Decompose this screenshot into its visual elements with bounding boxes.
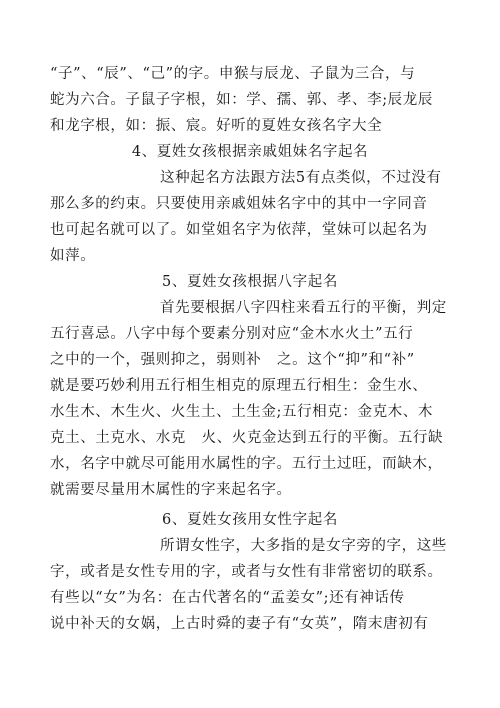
intro-line: 和龙字根，如：振、宸。好听的夏姓女孩名字大全	[50, 118, 383, 134]
intro-line: “子”、“辰”、“己”的字。申猴与辰龙、子鼠为三合，与	[50, 66, 416, 82]
paragraph-line: 克土、土克水、水克 火、火克金达到五行的平衡。五行缺	[50, 430, 444, 446]
paragraph-line: 也可起名就可以了。如堂姐名字为依萍，堂妹可以起名为	[50, 222, 428, 238]
paragraph-line: 就是要巧妙利用五行相生相克的原理五行相生：金生水、	[50, 378, 428, 394]
paragraph-line: 字，或者是女性专用的字，或者与女性有非常密切的联系。	[50, 564, 443, 580]
paragraph-line: 首先要根据八字四柱来看五行的平衡，判定	[160, 300, 447, 316]
section-heading-6: 6、夏姓女孩用女性字起名	[162, 512, 338, 528]
paragraph-line: 说中补天的女娲，上古时舜的妻子有“女英”，隋末唐初有	[50, 616, 429, 632]
paragraph-line: 那么多的约束。只要使用亲戚姐妹名字中的其中一字同音	[50, 196, 428, 212]
intro-line: 蛇为六合。子鼠子字根，如：学、孺、郭、孝、李;辰龙辰	[50, 92, 433, 108]
paragraph-line: 水生木、木生火、火生土、土生金;五行相克：金克木、木	[50, 404, 433, 420]
paragraph-line: 就需要尽量用木属性的字来起名字。	[50, 482, 292, 498]
paragraph-line: 这种起名方法跟方法5有点类似，不过没有	[160, 170, 442, 186]
paragraph-line: 之中的一个，强则抑之，弱则补 之。这个“抑”和“补”	[50, 352, 415, 368]
paragraph-line: 水，名字中就尽可能用水属性的字。五行土过旺，而缺木，	[50, 456, 443, 472]
section-heading-5: 5、夏姓女孩根据八字起名	[162, 274, 338, 290]
section-heading-4: 4、夏姓女孩根据亲戚姐妹名字起名	[131, 144, 369, 160]
paragraph-line: 如萍。	[50, 248, 96, 264]
paragraph-line: 有些以“女”为名：在古代著名的“孟姜女”;还有神话传	[50, 590, 405, 606]
paragraph-line: 所谓女性字，大多指的是女字旁的字，这些	[160, 538, 447, 554]
paragraph-line: 五行喜忌。八字中每个要素分别对应“金木水火土”五行	[50, 326, 414, 342]
